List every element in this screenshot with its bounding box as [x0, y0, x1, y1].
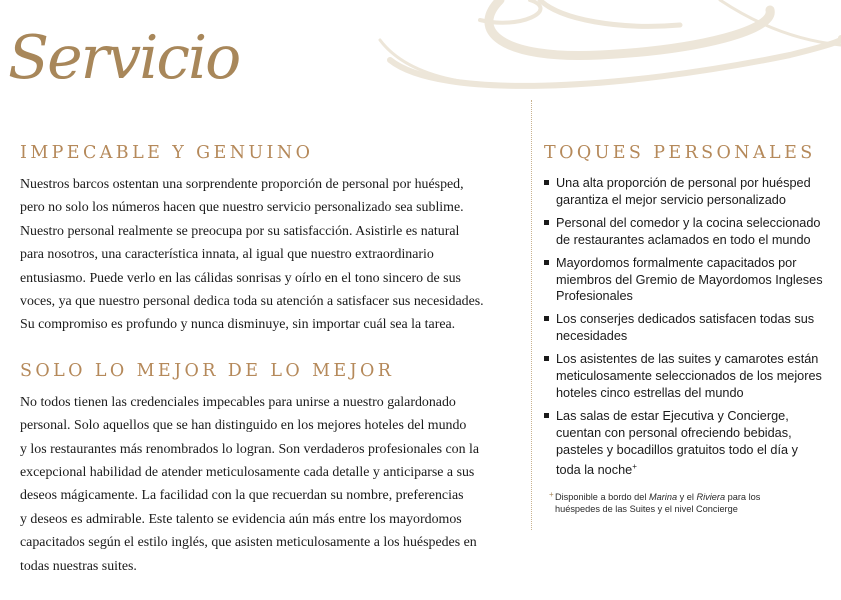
body-line: capacitados según el estilo inglés, que asisten meticulosamente a los huéspedes en	[20, 535, 477, 551]
bullet-square-icon	[544, 180, 549, 185]
list-item	[544, 255, 834, 306]
section-heading: IMPECABLE Y GENUINO	[20, 143, 314, 163]
item-line: pasteles y bocadillos gratuitos todo el día y	[556, 442, 798, 457]
bullet-square-icon	[544, 316, 549, 321]
body-line: Nuestro personal realmente se preocupa por su satisfacción. Asistirle es natural	[20, 223, 460, 239]
item-line: Los asistentes de las suites y camarotes están	[556, 352, 819, 367]
ship-name-riviera: Riviera	[696, 491, 726, 502]
bullet-square-icon	[544, 220, 549, 225]
item-line: toda la noche	[556, 462, 633, 477]
list-item	[544, 311, 834, 345]
body-line: Nuestros barcos ostentan una sorprendente proporción de personal por huésped,	[20, 177, 464, 192]
section-body	[20, 173, 500, 337]
item-line: Personal del comedor y la cocina seleccionado	[556, 215, 821, 230]
body-line: para nosotros, una característica innata, al igual que nuestro extraordinario	[20, 247, 434, 263]
item-line: meticulosamente seleccionados de los mejores	[556, 369, 822, 384]
footnote	[544, 491, 834, 515]
footnote-mark: +	[549, 489, 554, 499]
sidebar-column	[544, 143, 834, 515]
footnote-text: huéspedes de las Suites y el nivel Concierge	[555, 503, 738, 514]
column-divider	[531, 100, 532, 530]
body-line: excepcional habilidad de atender meticulosamente cada detalle y anticiparse a sus	[20, 465, 475, 481]
footnote-text: Disponible a bordo del	[555, 491, 649, 502]
section-impecable	[20, 143, 500, 337]
body-line: No todos tienen las credenciales impecables para unirse a nuestro galardonado	[20, 394, 456, 410]
bullet-square-icon	[544, 356, 549, 361]
item-line: necesidades	[556, 329, 628, 344]
body-line: y los restaurantes más renombrados lo logran. Son verdaderos profesionales con la	[20, 441, 480, 457]
footnote-text: y el	[677, 491, 697, 502]
page-title: Servicio	[8, 23, 240, 93]
footnote-marker: +	[632, 461, 637, 471]
body-line: personal. Solo aquellos que se han distinguido en los mejores hoteles del mundo	[20, 418, 467, 434]
section-heading: SOLO LO MEJOR DE LO MEJOR	[20, 360, 395, 381]
body-line: voces, ya que nuestro personal dedica toda su atención a satisfacer sus necesidades.	[20, 294, 484, 310]
body-line: deseos mágicamente. La facilidad con la que recuerdan su nombre, preferencias	[20, 488, 464, 504]
section-body	[20, 391, 500, 578]
body-line: todas nuestras suites.	[20, 558, 137, 574]
body-line: pero no solo los números hacen que nuestro servicio personalizado sea sublime.	[20, 200, 464, 216]
bullet-square-icon	[544, 413, 549, 418]
list-item	[544, 215, 834, 249]
ship-name-marina: Marina	[648, 491, 678, 502]
item-line: Profesionales	[556, 289, 633, 304]
item-line: garantiza el mejor servicio personalizado	[556, 192, 786, 207]
item-line: Los conserjes dedicados satisfacen todas sus	[556, 312, 815, 327]
list-item	[544, 408, 834, 479]
sidebar-heading: TOQUES PERSONALES	[544, 143, 816, 163]
item-line: de restaurantes aclamados en todo el mundo	[556, 232, 811, 247]
bullet-square-icon	[544, 260, 549, 265]
item-line: miembros del Gremio de Mayordomos Ingleses	[556, 272, 823, 287]
footnote-text: para los	[725, 491, 761, 502]
body-line: y deseos es admirable. Este talento se evidencia aún más entre los mayordomos	[20, 511, 462, 527]
feature-list	[544, 175, 834, 479]
item-line: Una alta proporción de personal por huésped	[556, 176, 811, 190]
list-item	[544, 175, 834, 209]
section-solo-lo-mejor	[20, 361, 500, 578]
item-line: hoteles cinco estrellas del mundo	[556, 385, 744, 400]
item-line: cuentan con personal ofreciendo bebidas,	[556, 425, 792, 440]
body-line: Su compromiso es profundo y nunca disminuye, sin importar cuál sea la tarea.	[20, 317, 456, 333]
body-line: entusiasmo. Puede verlo en las cálidas sonrisas y oírlo en el tono sincero de sus	[20, 270, 461, 286]
list-item	[544, 351, 834, 402]
main-column	[20, 143, 500, 578]
item-line: Las salas de estar Ejecutiva y Concierge,	[556, 408, 789, 423]
item-line: Mayordomos formalmente capacitados por	[556, 255, 797, 270]
